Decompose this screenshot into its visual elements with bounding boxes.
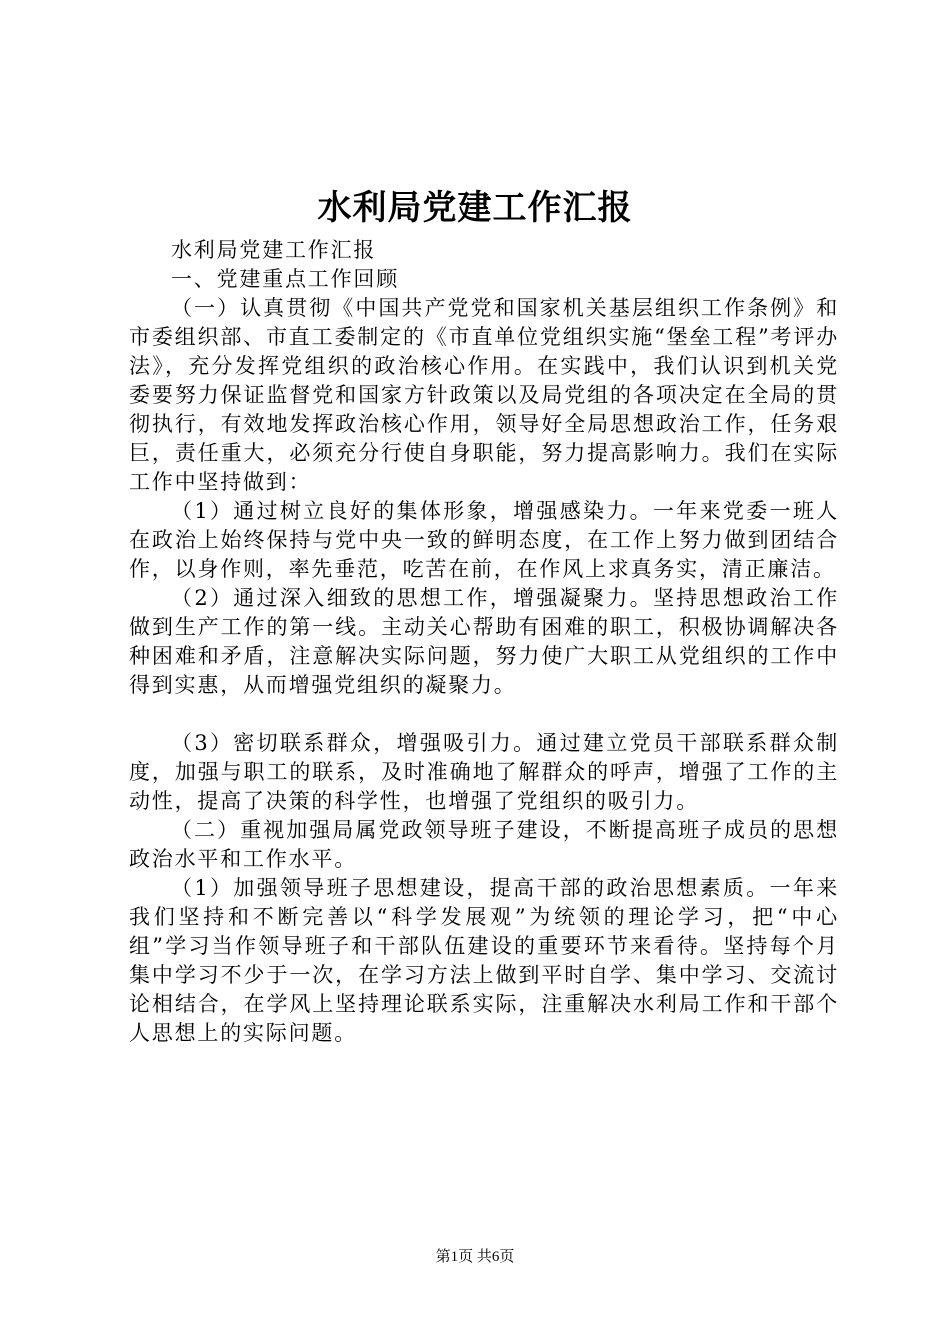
- paragraph-point-3: （3）密切联系群众，增强吸引力。通过建立党员干部联系群众制度，加强与职工的联系，及时准确地了解群众的呼声，增强了工作的主动性，提高了决策的科学性，也增强了党组织的吸引力。: [129, 731, 839, 813]
- page-footer: 第1页 共6页: [435, 1249, 515, 1265]
- document-body: [129, 236, 839, 1048]
- paragraph-item-two: （二）重视加强局属党政领导班子建设，不断提高班子成员的思想政治水平和工作水平。: [129, 818, 839, 871]
- page-title: 水利局党建工作汇报: [317, 188, 633, 228]
- paragraph-point-1b: （1）加强领导班子思想建设，提高干部的政治思想素质。一年来我们坚持和不断完善以“科学发展观”为统领的理论学习，把“中心组”学习当作领导班子和干部队伍建设的重要环节来看待。坚持每个月集中学习不少于一次，在学习方法上做到平时自学、集中学习、交流讨论相结合，在学风上坚持理论联系实际，注重解决水利局工作和干部个人思想上的实际问题。: [129, 876, 839, 1045]
- paragraph-section-heading: 一、党建重点工作回顾: [171, 267, 399, 291]
- paragraph-point-2: （2）通过深入细致的思想工作，增强凝聚力。坚持思想政治工作做到生产工作的第一线。主动关心帮助有困难的职工，积极协调解决各种困难和矛盾，注意解决实际问题，努力使广大职工从党组织的工作中得到实惠，从而增强党组织的凝聚力。: [129, 586, 839, 697]
- paragraph-subtitle: 水利局党建工作汇报: [171, 238, 377, 262]
- paragraph-point-1: （1）通过树立良好的集体形象，增强感染力。一年来党委一班人在政治上始终保持与党中央一致的鲜明态度，在工作上努力做到团结合作，以身作则，率先垂范，吃苦在前，在作风上求真务实，清正廉洁。: [129, 499, 839, 581]
- paragraph-item-one: （一）认真贯彻《中国共产党党和国家机关基层组织工作条例》和市委组织部、市直工委制定的《市直单位党组织实施“堡垒工程”考评办法》，充分发挥党组织的政治核心作用。在实践中，我们认识到机关党委要努力保证监督党和国家方针政策以及局党组的各项决定在全局的贯彻执行，有效地发挥政治核心作用，领导好全局思想政治工作，任务艰巨，责任重大，必须充分行使自身职能，努力提高影响力。我们在实际工作中坚持做到：: [129, 296, 839, 494]
